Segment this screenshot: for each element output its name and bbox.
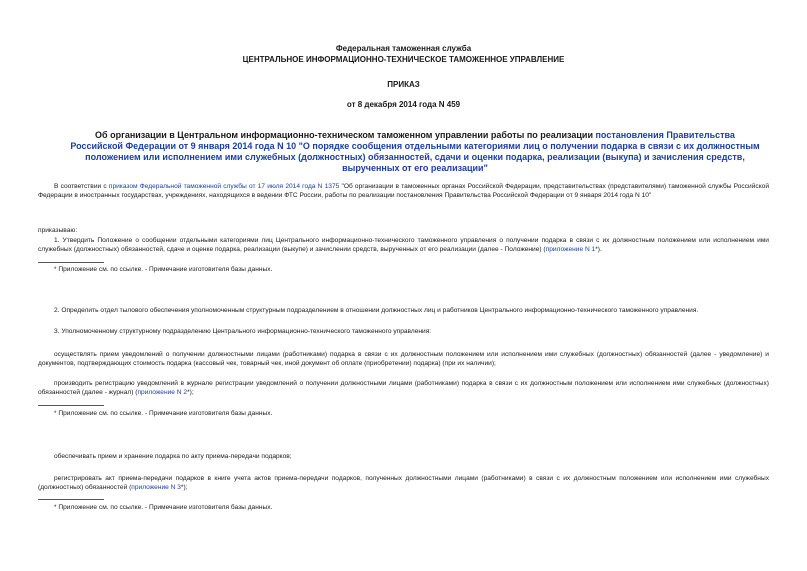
intro-text-end: "Об организации в таможенных органах Российской Федерации, представительствах (представителями) таможенной службы Российской Федерации в иностранных государствах, учреждениях, находящихся в ведении ФТС России, работы по реализации постановления Правительства Российской Федерации от 9 января 2014 года N 10" [38,183,769,199]
document-title [70,130,760,174]
intro-paragraph [38,182,769,200]
footnote-divider [38,405,104,406]
item-1-text-end: *). [595,246,602,253]
order-heading: ПРИКАЗ [387,80,420,89]
appendix-1-link[interactable]: приложение N 1 [545,246,596,253]
department-name: ЦЕНТРАЛЬНОЕ ИНФОРМАЦИОННО-ТЕХНИЧЕСКОЕ ТАМОЖЕННОЕ УПРАВЛЕНИЕ [242,55,565,64]
appendix-2-link[interactable]: приложение N 2 [137,389,188,396]
footnote-divider [38,262,104,263]
subitem-storage: обеспечивать прием и хранение подарка по акту приема-передачи подарков; [54,453,292,460]
item-1-text-start: 1. Утвердить Положение о сообщении отдельными категориями лиц Центрального информационно-технического таможенного управления о получении подарка в связи с их должностным положением или исполнением ими служебных (должностных) обязанностей, сдаче и оценке подарка, реализации (выкупе) и зачислении средств, вырученных от его реализации (далее - Положение) ( [38,237,769,253]
order-date: от 8 декабря 2014 года N 459 [346,100,461,109]
subitem-acts-text-start: регистрировать акт приема-передачи подарков в книге учета актов приема-передачи подарков, полученных должностными лицами (работниками) в связи с их должностным положением или исполнением ими служебных (должностных) обязанностей ( [38,475,769,491]
subitem-register-notifications [38,379,769,397]
prikazyvayu-text: приказываю: [38,227,78,234]
organization-name: Федеральная таможенная служба [335,44,472,53]
title-resolution-link[interactable]: постановления Правительства Российской Федерации от 9 января 2014 года N 10 "О порядке сообщения отдельными категориями лиц о получении подарка в связи с их должностным положением или исполнением ими служебных (должностных) обязанностей, сдачи и оценки подарка, реализации (выкупа) и зачисления средств, вырученных от его реализации" [70,130,760,173]
intro-order-link[interactable]: приказом Федеральной таможенной службы от 17 июля 2014 года N 1375 [108,183,340,190]
item-1-paragraph [38,236,769,254]
footnote: * Приложение см. по ссылке. - Примечание изготовителя базы данных. [54,504,273,511]
title-text: Об организации в Центральном информационно-техническом таможенном управлении работы по реализации [95,130,596,140]
subitem-register-acts [38,474,769,492]
item-2-paragraph: 2. Определить отдел тылового обеспечения уполномоченным структурным подразделением в отношении должностных лиц и работников Центрального информационно-технического таможенного управления. [54,307,699,314]
subitem-register-text-end: *); [187,389,194,396]
item-3-paragraph: 3. Уполномоченному структурному подразделению Центрального информационно-технического таможенного управления: [54,328,432,335]
subitem-register-text-start: производить регистрацию уведомлений в журнале регистрации уведомлений о получении должностными лицами (работниками) подарка в связи с их должностным положением или исполнением ими служебных (должностных) обязанностей (далее - журнал) ( [38,380,769,396]
footnote-divider [38,499,104,500]
footnote: * Приложение см. по ссылке. - Примечание изготовителя базы данных. [54,410,273,417]
footnote: * Приложение см. по ссылке. - Примечание изготовителя базы данных. [54,266,273,273]
subitem-receive-notifications: осуществлять прием уведомлений о получении должностными лицами (работниками) подарка в связи с их должностным положением или исполнением ими служебных (должностных) обязанностей (далее - уведомление) и документов, подтверждающих стоимость подарка (кассовый чек, товарный чек, иной документ об оплате (приобретении) подарка) (при их наличии); [38,351,769,367]
subitem-acts-text-end: *); [180,484,188,491]
intro-text-start: В соответствии с [54,183,109,190]
appendix-3-link[interactable]: приложение N 3 [131,484,181,491]
